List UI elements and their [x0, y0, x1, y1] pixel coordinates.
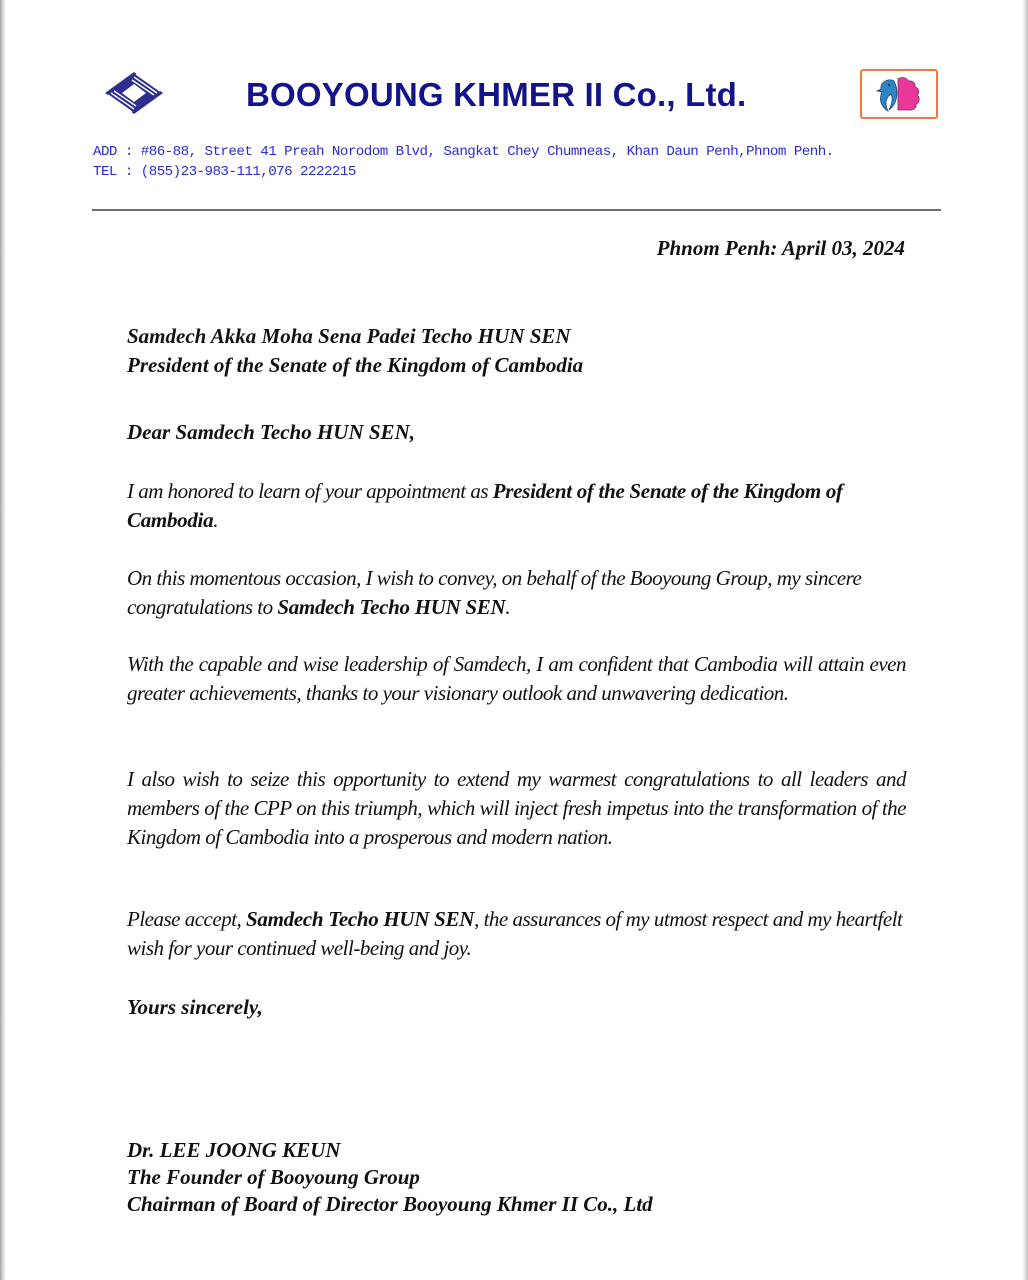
paragraph-5: Please accept, Samdech Techo HUN SEN, the assurances of my utmost respect and my heartfelt wish for your continued well-being and joy.: [127, 907, 903, 960]
letterhead-divider: [92, 209, 941, 211]
signatory-title-2: Chairman of Board of Director Booyoung Khmer II Co., Ltd: [127, 1192, 653, 1216]
paragraph-4: I also wish to seize this opportunity to extend my warmest congratulations to all leaders and members of the CPP on this triumph, which will inject fresh impetus into the transformation of the Kingdom of Cambodia into a prosperous and modern nation.: [127, 767, 906, 849]
letter-date: Phnom Penh: April 03, 2024: [656, 236, 905, 260]
recipient-name: Samdech Akka Moha Sena Padei Techo HUN SEN: [127, 324, 571, 348]
paragraph-3: With the capable and wise leadership of Samdech, I am confident that Cambodia will attain even greater achievements, thanks to your visionary outlook and unwavering dedication.: [127, 652, 906, 705]
page-edge-right: [1022, 0, 1028, 1280]
salutation: Dear Samdech Techo HUN SEN,: [127, 420, 415, 444]
recipient-block: [127, 322, 906, 380]
page-edge-left: [0, 0, 6, 1280]
signatory-name: Dr. LEE JOONG KEUN: [127, 1138, 341, 1162]
emphasis: Samdech Techo HUN SEN: [246, 907, 475, 931]
emphasis: Samdech Techo HUN SEN: [277, 595, 506, 619]
company-phone: TEL : (855)23-983-111,076 2222215: [93, 164, 356, 180]
diamond-logo-icon: [103, 70, 165, 116]
paragraph-1: I am honored to learn of your appointment as President of the Senate of the Kingdom of Cambodia.: [127, 479, 843, 532]
company-name: BOOYOUNG KHMER II Co., Ltd.: [246, 76, 747, 113]
bird-and-cloud-logo-icon: [860, 69, 938, 119]
recipient-title: President of the Senate of the Kingdom of Cambodia: [127, 353, 584, 377]
company-address: ADD : #86-88, Street 41 Preah Norodom Blvd, Sangkat Chey Chumneas, Khan Daun Penh,Phnom Penh.: [93, 144, 834, 160]
closing: Yours sincerely,: [127, 995, 263, 1019]
paragraph-2: On this momentous occasion, I wish to convey, on behalf of the Booyoung Group, my sincere congratulations to Samdech Techo HUN SEN.: [127, 566, 862, 619]
emphasis: President of the Senate of the Kingdom of Cambodia: [127, 479, 843, 532]
signature-block: [127, 1137, 906, 1218]
signatory-title-1: The Founder of Booyoung Group: [127, 1165, 420, 1189]
